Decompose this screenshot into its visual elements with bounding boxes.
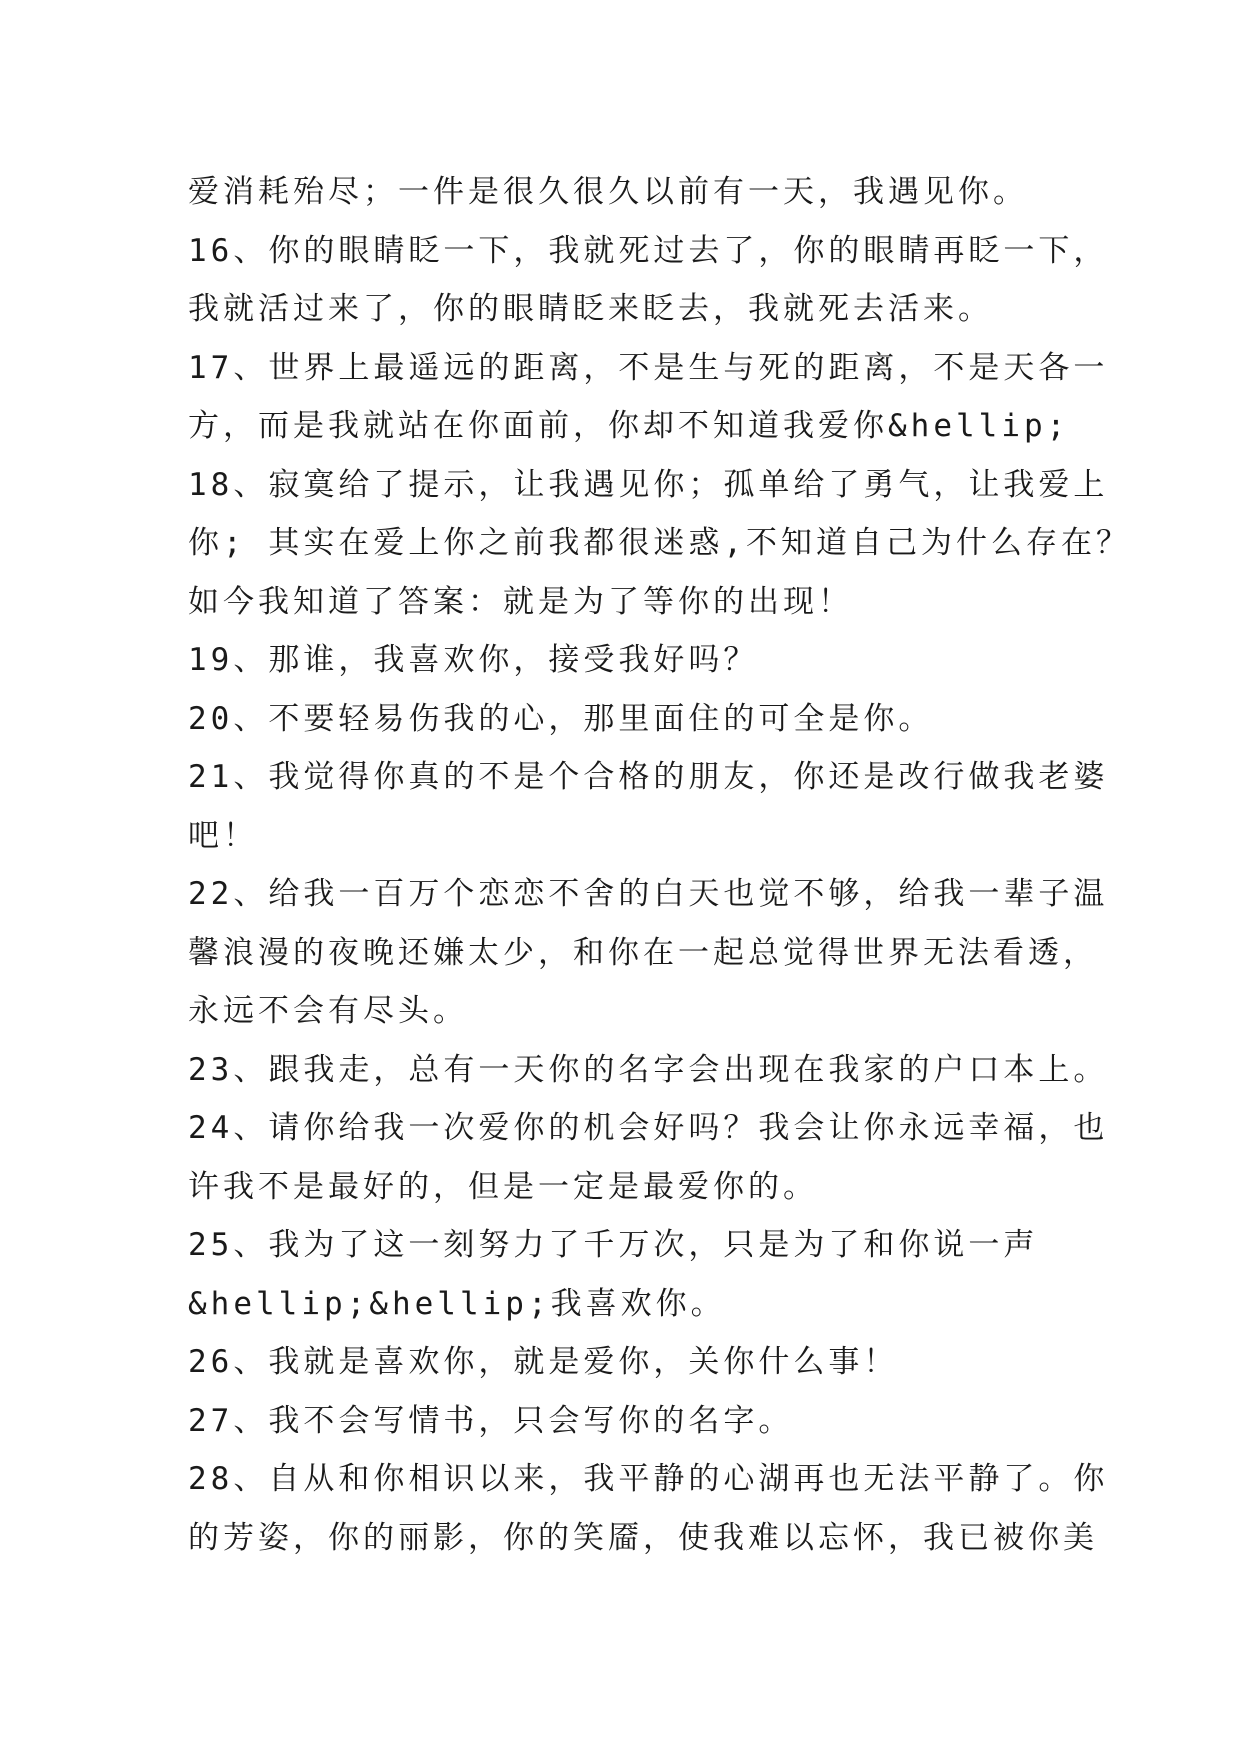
text-line: 25、我为了这一刻努力了千万次，只是为了和你说一声 [188, 1227, 1039, 1263]
text-line: 21、我觉得你真的不是个合格的朋友，你还是改行做我老婆 [188, 759, 1109, 795]
text-line: 19、那谁，我喜欢你，接受我好吗？ [188, 642, 759, 678]
text-line: 18、寂寞给了提示，让我遇见你；孤单给了勇气，让我爱上 [188, 466, 1109, 503]
text-line: 17、世界上最遥远的距离，不是生与死的距离，不是天各一 [188, 349, 1109, 386]
text-line: 吧！ [188, 817, 258, 854]
text-line: 许我不是最好的，但是一定是最爱你的。 [188, 1168, 818, 1205]
text-line: 爱消耗殆尽；一件是很久很久以前有一天，我遇见你。 [188, 174, 1028, 210]
text-line: 20、不要轻易伤我的心，那里面住的可全是你。 [188, 700, 934, 737]
text-line: 28、自从和你相识以来，我平静的心湖再也无法平静了。你 [188, 1461, 1109, 1497]
document-body [188, 163, 1131, 1567]
text-line: 你; 其实在爱上你之前我都很迷惑,不知道自己为什么存在？ [188, 525, 1131, 561]
text-line: 22、给我一百万个恋恋不舍的白天也觉不够，给我一辈子温 [188, 876, 1109, 912]
text-line: 27、我不会写情书，只会写你的名字。 [188, 1402, 794, 1439]
text-line: 馨浪漫的夜晚还嫌太少，和你在一起总觉得世界无法看透， [188, 934, 1098, 971]
text-line: 的芳姿，你的丽影，你的笑靥，使我难以忘怀，我已被你美 [188, 1519, 1098, 1556]
text-line: &hellip;&hellip;我喜欢你。 [188, 1285, 726, 1322]
text-line: 26、我就是喜欢你，就是爱你，关你什么事！ [188, 1344, 899, 1380]
text-line: 24、请你给我一次爱你的机会好吗？我会让你永远幸福，也 [188, 1110, 1109, 1146]
text-line: 方，而是我就站在你面前，你却不知道我爱你&hellip; [188, 408, 1070, 444]
text-line: 永远不会有尽头。 [188, 993, 468, 1029]
text-line: 16、你的眼睛眨一下，我就死过去了，你的眼睛再眨一下， [188, 232, 1109, 269]
text-line: 如今我知道了答案：就是为了等你的出现！ [188, 583, 853, 620]
text-line: 23、跟我走，总有一天你的名字会出现在我家的户口本上。 [188, 1051, 1109, 1088]
text-line: 我就活过来了，你的眼睛眨来眨去，我就死去活来。 [188, 291, 993, 327]
